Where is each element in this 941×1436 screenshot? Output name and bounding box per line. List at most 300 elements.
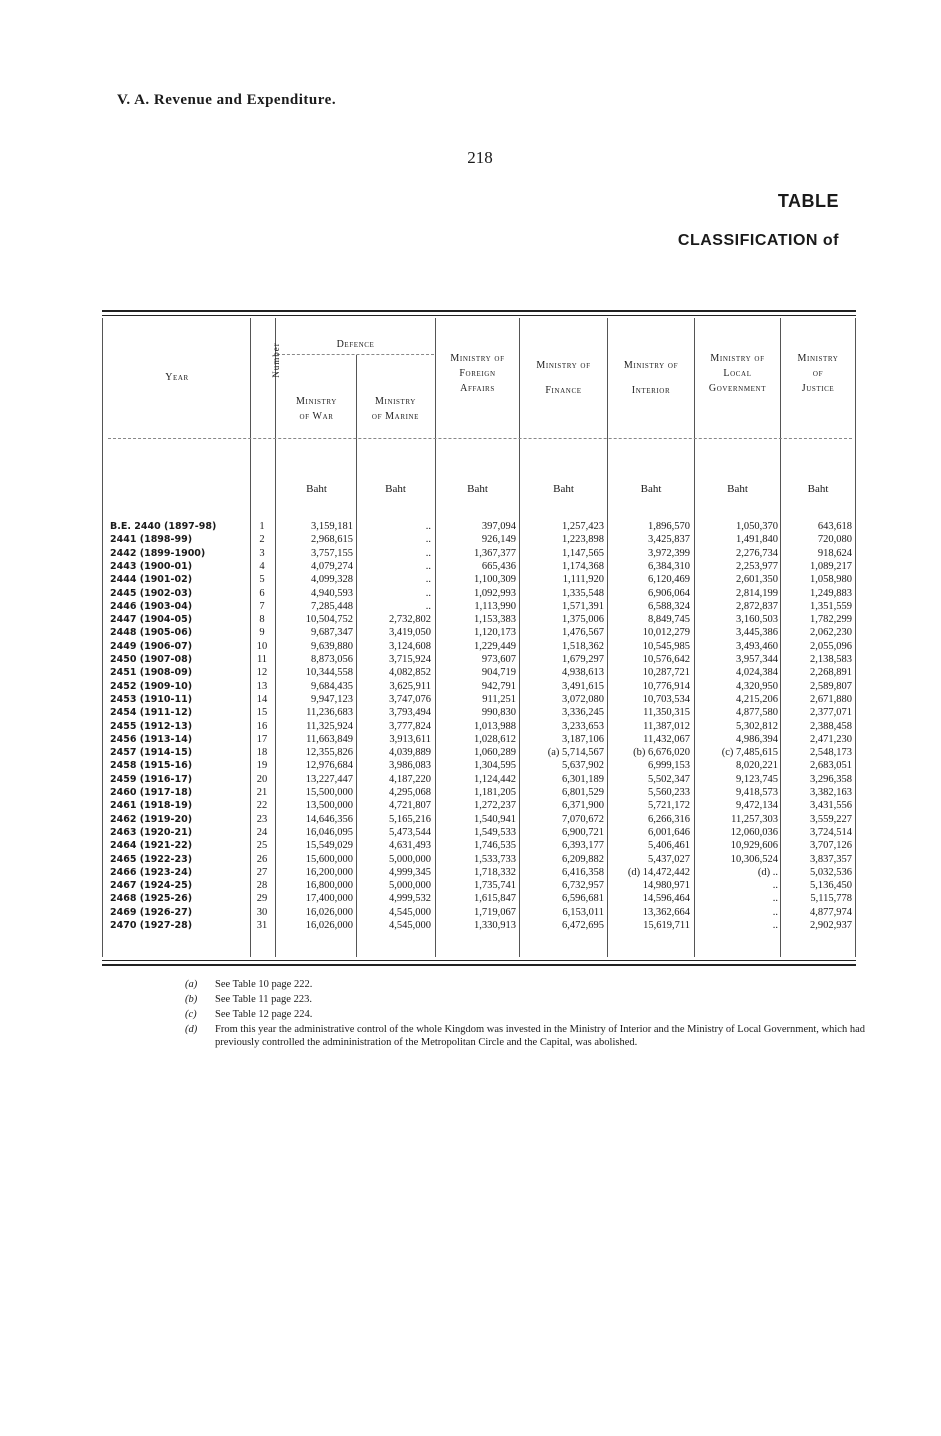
cell-foreign-affairs: 1,735,741 bbox=[474, 880, 516, 892]
cell-marine: 4,187,220 bbox=[389, 773, 431, 785]
cell-war: 16,046,095 bbox=[305, 826, 353, 838]
cell-war: 13,500,000 bbox=[305, 800, 353, 812]
cell-justice: 2,055,096 bbox=[810, 640, 852, 652]
cell-interior: 11,387,012 bbox=[643, 720, 690, 732]
cell-marine: 4,039,889 bbox=[389, 747, 431, 759]
cell-local-government: 4,877,580 bbox=[736, 707, 778, 719]
footnote-mark: (c) bbox=[185, 1009, 197, 1020]
cell-finance: 6,209,882 bbox=[562, 853, 604, 865]
table-row bbox=[0, 600, 941, 613]
cell-finance: 6,301,189 bbox=[562, 773, 604, 785]
cell-interior: (b) 6,676,020 bbox=[633, 747, 690, 759]
footnote-text: See Table 11 page 223. bbox=[215, 994, 312, 1005]
cell-war: 16,800,000 bbox=[305, 880, 353, 892]
cell-local-government: 3,957,344 bbox=[736, 654, 778, 665]
cell-foreign-affairs: 1,153,383 bbox=[474, 614, 516, 626]
cell-war: 15,500,000 bbox=[305, 787, 353, 798]
cell-number: 20 bbox=[256, 773, 268, 785]
cell-interior: 14,596,464 bbox=[642, 893, 690, 905]
cell-marine: 3,419,050 bbox=[389, 627, 431, 639]
cell-number: 14 bbox=[256, 693, 268, 705]
cell-war: 7,285,448 bbox=[311, 600, 353, 612]
cell-finance: 1,223,898 bbox=[562, 534, 604, 546]
cell-interior: 10,776,914 bbox=[642, 680, 690, 692]
cell-number: 22 bbox=[256, 800, 268, 812]
cell-number: 19 bbox=[256, 760, 268, 772]
table-row bbox=[0, 853, 941, 866]
cell-foreign-affairs: 1,719,067 bbox=[474, 906, 516, 918]
cell-foreign-affairs: 665,436 bbox=[481, 560, 516, 572]
table-row bbox=[0, 759, 941, 772]
footnote bbox=[185, 1008, 865, 1021]
table-row bbox=[0, 520, 941, 533]
cell-justice: 2,902,937 bbox=[810, 920, 852, 931]
header-finance-line2: Finance bbox=[545, 385, 582, 396]
cell-year: 2454 (1911-12) bbox=[110, 707, 193, 719]
table-row bbox=[0, 680, 941, 693]
header-foreign-line1: Ministry of bbox=[450, 353, 505, 364]
header-number: Number bbox=[271, 342, 281, 378]
cell-justice: 5,032,536 bbox=[810, 866, 852, 878]
cell-finance: 1,571,391 bbox=[562, 600, 604, 612]
table-row bbox=[0, 626, 941, 639]
cell-number: 12 bbox=[256, 667, 268, 679]
cell-number: 28 bbox=[256, 880, 268, 892]
cell-marine: 4,631,493 bbox=[389, 840, 431, 852]
cell-number: 1 bbox=[259, 521, 265, 532]
cell-interior: 6,001,646 bbox=[648, 826, 690, 838]
cell-interior: 10,545,985 bbox=[642, 640, 690, 652]
cell-year: 2465 (1922-23) bbox=[110, 853, 193, 865]
cell-interior: 10,287,721 bbox=[642, 667, 690, 679]
cell-war: 17,400,000 bbox=[305, 893, 353, 905]
cell-marine: 4,999,345 bbox=[389, 866, 431, 878]
cell-number: 21 bbox=[256, 787, 268, 798]
cell-local-government: 3,493,460 bbox=[736, 640, 778, 652]
header-finance bbox=[520, 358, 607, 398]
cell-year: 2466 (1923-24) bbox=[110, 866, 193, 878]
cell-war: 9,684,435 bbox=[311, 680, 353, 692]
cell-marine: .. bbox=[425, 547, 431, 559]
cell-justice: 2,377,071 bbox=[810, 707, 852, 719]
cell-number: 9 bbox=[259, 627, 265, 639]
footnote-text: From this year the administrative control of the whole Kingdom was invested in the Ministry of Interior and the Ministry of Local Government, which had previously controlled the admininistration of the Metropolitan Circle and the Capital, was abolished. bbox=[215, 1024, 865, 1048]
cell-finance: 1,111,920 bbox=[562, 574, 604, 586]
cell-foreign-affairs: 1,533,733 bbox=[474, 853, 516, 865]
cell-war: 3,757,155 bbox=[311, 547, 353, 559]
cell-year: 2462 (1919-20) bbox=[110, 813, 193, 825]
cell-marine: 5,000,000 bbox=[389, 880, 431, 892]
cell-foreign-affairs: 1,060,289 bbox=[474, 747, 516, 759]
cell-local-government: 2,276,734 bbox=[736, 547, 778, 559]
cell-marine: .. bbox=[425, 600, 431, 612]
cell-number: 27 bbox=[256, 866, 268, 878]
table-bottom-rule-thick bbox=[102, 964, 856, 966]
cell-finance: 6,416,358 bbox=[562, 866, 604, 878]
cell-foreign-affairs: 1,013,988 bbox=[474, 720, 516, 732]
cell-local-government: 8,020,221 bbox=[736, 760, 778, 772]
cell-interior: 5,560,233 bbox=[648, 787, 690, 798]
cell-marine: 5,473,544 bbox=[389, 826, 431, 838]
header-finance-line1: Ministry of bbox=[536, 360, 591, 371]
table-row bbox=[0, 693, 941, 706]
cell-number: 23 bbox=[256, 813, 268, 825]
cell-year: 2468 (1925-26) bbox=[110, 893, 193, 905]
cell-foreign-affairs: 1,100,309 bbox=[474, 574, 516, 586]
cell-interior: 14,980,971 bbox=[642, 880, 690, 892]
cell-foreign-affairs: 1,746,535 bbox=[474, 840, 516, 852]
cell-local-government: 4,215,206 bbox=[736, 693, 778, 705]
cell-local-government: 1,050,370 bbox=[736, 521, 778, 532]
cell-finance: 7,070,672 bbox=[562, 813, 604, 825]
footnote-text: See Table 10 page 222. bbox=[215, 979, 313, 990]
table-row bbox=[0, 919, 941, 932]
cell-interior: 3,425,837 bbox=[648, 534, 690, 546]
cell-war: 2,968,615 bbox=[311, 534, 353, 546]
cell-finance: 1,375,006 bbox=[562, 614, 604, 626]
cell-local-government: 9,472,134 bbox=[736, 800, 778, 812]
cell-number: 10 bbox=[256, 640, 268, 652]
cell-justice: 643,618 bbox=[817, 521, 852, 532]
unit-marine: Baht bbox=[385, 483, 406, 495]
cell-year: 2464 (1921-22) bbox=[110, 840, 193, 852]
cell-interior: 6,120,469 bbox=[648, 574, 690, 586]
cell-number: 30 bbox=[256, 906, 268, 918]
cell-year: 2458 (1915-16) bbox=[110, 760, 193, 772]
cell-year: 2461 (1918-19) bbox=[110, 800, 193, 812]
table-row bbox=[0, 533, 941, 546]
cell-number: 11 bbox=[256, 654, 268, 665]
cell-foreign-affairs: 1,549,533 bbox=[474, 826, 516, 838]
cell-justice: 4,877,974 bbox=[810, 906, 852, 918]
cell-marine: .. bbox=[425, 534, 431, 546]
cell-interior: 1,896,570 bbox=[648, 521, 690, 532]
cell-local-government: 11,257,303 bbox=[731, 813, 778, 825]
cell-justice: 918,624 bbox=[817, 547, 852, 559]
cell-war: 11,325,924 bbox=[306, 720, 353, 732]
cell-interior: 8,849,745 bbox=[648, 614, 690, 626]
cell-local-government: 9,418,573 bbox=[736, 787, 778, 798]
header-local-line2: Local bbox=[723, 368, 752, 379]
cell-number: 16 bbox=[256, 720, 268, 732]
page-number: 218 bbox=[467, 148, 493, 167]
header-justice-line2: of bbox=[812, 368, 824, 379]
cell-foreign-affairs: 904,719 bbox=[481, 667, 516, 679]
cell-marine: 3,913,611 bbox=[389, 733, 431, 745]
header-justice-line1: Ministry bbox=[797, 353, 839, 364]
footnote bbox=[185, 978, 865, 991]
cell-year: 2463 (1920-21) bbox=[110, 826, 193, 838]
cell-local-government: 10,306,524 bbox=[730, 853, 778, 865]
cell-foreign-affairs: 1,272,237 bbox=[474, 800, 516, 812]
header-local-line3: Government bbox=[708, 383, 767, 394]
cell-war: 10,344,558 bbox=[305, 667, 353, 679]
cell-war: 11,236,683 bbox=[306, 707, 353, 719]
cell-finance: 1,679,297 bbox=[562, 654, 604, 665]
header-interior-line1: Ministry of bbox=[623, 360, 679, 371]
cell-interior: 11,432,067 bbox=[643, 733, 690, 745]
cell-war: 3,159,181 bbox=[311, 521, 353, 532]
cell-year: 2455 (1912-13) bbox=[110, 720, 193, 732]
cell-year: 2450 (1907-08) bbox=[110, 654, 193, 665]
header-foreign bbox=[436, 351, 519, 396]
cell-war: 9,687,347 bbox=[311, 627, 353, 639]
cell-justice: 2,138,583 bbox=[810, 654, 852, 665]
cell-war: 16,026,000 bbox=[305, 920, 353, 931]
cell-interior: 5,502,347 bbox=[648, 773, 690, 785]
cell-number: 3 bbox=[259, 547, 265, 559]
table-bottom-rule bbox=[102, 960, 856, 961]
cell-local-government: .. bbox=[772, 880, 778, 892]
cell-finance: 5,637,902 bbox=[562, 760, 604, 772]
unit-local: Baht bbox=[727, 483, 748, 495]
footnote-mark: (a) bbox=[185, 979, 198, 990]
cell-justice: 1,058,980 bbox=[810, 574, 852, 586]
cell-local-government: 4,986,394 bbox=[736, 733, 778, 745]
cell-finance: 1,518,362 bbox=[562, 640, 604, 652]
table-row bbox=[0, 826, 941, 839]
cell-marine: 3,793,494 bbox=[389, 707, 431, 719]
cell-war: 16,200,000 bbox=[305, 866, 353, 878]
cell-year: 2459 (1916-17) bbox=[110, 773, 193, 785]
cell-marine: .. bbox=[425, 587, 431, 599]
cell-local-government: .. bbox=[772, 906, 778, 918]
cell-war: 13,227,447 bbox=[305, 773, 353, 785]
cell-justice: 3,296,358 bbox=[810, 773, 852, 785]
cell-marine: 4,545,000 bbox=[389, 906, 431, 918]
cell-interior: 5,406,461 bbox=[648, 840, 690, 852]
cell-number: 7 bbox=[259, 600, 265, 612]
cell-finance: 3,072,080 bbox=[562, 693, 604, 705]
cell-foreign-affairs: 1,718,332 bbox=[474, 866, 516, 878]
cell-finance: (a) 5,714,567 bbox=[547, 747, 604, 759]
table-row bbox=[0, 666, 941, 679]
table-row bbox=[0, 640, 941, 653]
cell-local-government: 12,060,036 bbox=[730, 826, 778, 838]
cell-marine: 3,747,076 bbox=[389, 693, 431, 705]
header-marine bbox=[356, 394, 435, 424]
cell-justice: 2,388,458 bbox=[810, 720, 852, 732]
cell-foreign-affairs: 1,113,990 bbox=[474, 600, 516, 612]
cell-local-government: 2,253,977 bbox=[736, 560, 778, 572]
cell-war: 8,873,056 bbox=[311, 654, 353, 665]
cell-local-government: 9,123,745 bbox=[736, 773, 778, 785]
footnote-mark: (d) bbox=[185, 1024, 198, 1035]
table-label: TABLE bbox=[777, 191, 839, 211]
cell-foreign-affairs: 926,149 bbox=[481, 534, 516, 546]
cell-marine: 4,295,068 bbox=[389, 787, 431, 798]
cell-foreign-affairs: 1,540,941 bbox=[474, 813, 516, 825]
cell-finance: 3,336,245 bbox=[562, 707, 604, 719]
cell-justice: 5,136,450 bbox=[810, 880, 852, 892]
cell-marine: 5,000,000 bbox=[389, 853, 431, 865]
cell-justice: 1,351,559 bbox=[810, 600, 852, 612]
cell-foreign-affairs: 1,615,847 bbox=[474, 893, 516, 905]
unit-war: Baht bbox=[306, 483, 327, 495]
cell-war: 16,026,000 bbox=[305, 906, 353, 918]
cell-war: 9,947,123 bbox=[311, 693, 353, 705]
cell-finance: 3,187,106 bbox=[562, 733, 604, 745]
cell-justice: 2,471,230 bbox=[810, 733, 852, 745]
cell-foreign-affairs: 1,367,377 bbox=[474, 547, 516, 559]
table-row bbox=[0, 706, 941, 719]
unit-foreign: Baht bbox=[467, 483, 488, 495]
table-row bbox=[0, 653, 941, 666]
cell-finance: 4,938,613 bbox=[562, 667, 604, 679]
cell-marine: 2,732,802 bbox=[389, 614, 431, 626]
cell-local-government: 3,445,386 bbox=[736, 627, 778, 639]
cell-year: 2448 (1905-06) bbox=[110, 627, 193, 639]
cell-year: 2449 (1906-07) bbox=[110, 640, 193, 652]
cell-war: 15,549,029 bbox=[305, 840, 353, 852]
cell-foreign-affairs: 397,094 bbox=[481, 521, 516, 532]
cell-foreign-affairs: 990,830 bbox=[481, 707, 516, 719]
cell-marine: 3,715,924 bbox=[389, 654, 431, 665]
cell-foreign-affairs: 1,120,173 bbox=[474, 627, 516, 639]
cell-war: 12,976,684 bbox=[305, 760, 353, 772]
cell-interior: 6,266,316 bbox=[648, 813, 690, 825]
cell-interior: (d) 14,472,442 bbox=[627, 866, 690, 878]
cell-marine: 4,082,852 bbox=[389, 667, 431, 679]
cell-number: 13 bbox=[256, 680, 268, 692]
table-row bbox=[0, 839, 941, 852]
footnotes bbox=[185, 978, 865, 1051]
cell-finance: 3,233,653 bbox=[562, 720, 604, 732]
cell-justice: 2,548,173 bbox=[810, 747, 852, 759]
cell-interior: 6,588,324 bbox=[648, 600, 690, 612]
header-foreign-line3: Affairs bbox=[460, 383, 495, 394]
table-row bbox=[0, 813, 941, 826]
cell-number: 29 bbox=[256, 893, 268, 905]
cell-justice: 1,089,217 bbox=[810, 560, 852, 572]
cell-foreign-affairs: 1,028,612 bbox=[474, 733, 516, 745]
classification-label: CLASSIFICATION of bbox=[677, 232, 839, 249]
cell-year: 2442 (1899-1900) bbox=[110, 547, 206, 559]
cell-finance: 6,732,957 bbox=[562, 880, 604, 892]
cell-interior: 10,012,279 bbox=[642, 627, 690, 639]
cell-interior: 5,721,172 bbox=[648, 800, 690, 812]
table-row bbox=[0, 587, 941, 600]
cell-foreign-affairs: 1,330,913 bbox=[474, 920, 516, 931]
cell-marine: 3,124,608 bbox=[389, 640, 431, 652]
cell-year: 2456 (1913-14) bbox=[110, 733, 193, 745]
cell-local-government: 3,160,503 bbox=[736, 614, 778, 626]
cell-justice: 2,268,891 bbox=[810, 667, 852, 679]
cell-foreign-affairs: 1,304,595 bbox=[474, 760, 516, 772]
cell-interior: 5,437,027 bbox=[648, 853, 690, 865]
cell-war: 9,639,880 bbox=[311, 640, 353, 652]
cell-local-government: 4,320,950 bbox=[736, 680, 778, 692]
cell-interior: 10,703,534 bbox=[642, 693, 690, 705]
cell-finance: 6,371,900 bbox=[562, 800, 604, 812]
header-war-line1: Ministry bbox=[296, 396, 337, 407]
table-row bbox=[0, 906, 941, 919]
cell-year: 2457 (1914-15) bbox=[110, 747, 193, 759]
cell-interior: 6,999,153 bbox=[648, 760, 690, 772]
table-row bbox=[0, 733, 941, 746]
table-row bbox=[0, 879, 941, 892]
cell-finance: 1,476,567 bbox=[562, 627, 604, 639]
table-row bbox=[0, 892, 941, 905]
cell-war: 4,940,593 bbox=[311, 587, 353, 599]
cell-foreign-affairs: 973,607 bbox=[481, 654, 516, 665]
table-row bbox=[0, 573, 941, 586]
section-title: V. A. Revenue and Expenditure. bbox=[117, 92, 337, 108]
cell-interior: 11,350,315 bbox=[643, 707, 690, 719]
header-justice bbox=[781, 351, 855, 396]
cell-year: 2444 (1901-02) bbox=[110, 574, 193, 586]
cell-finance: 3,491,615 bbox=[562, 680, 604, 692]
cell-war: 15,600,000 bbox=[305, 853, 353, 865]
cell-number: 6 bbox=[259, 587, 265, 599]
cell-justice: 3,382,163 bbox=[810, 787, 852, 798]
cell-year: 2452 (1909-10) bbox=[110, 680, 193, 692]
cell-finance: 6,393,177 bbox=[562, 840, 604, 852]
cell-justice: 720,080 bbox=[817, 534, 852, 546]
unit-justice: Baht bbox=[807, 483, 829, 495]
cell-justice: 2,589,807 bbox=[810, 680, 852, 692]
cell-number: 31 bbox=[256, 920, 268, 931]
header-defence: Defence bbox=[336, 339, 375, 350]
cell-year: B.E. 2440 (1897-98) bbox=[110, 521, 217, 532]
cell-year: 2441 (1898-99) bbox=[110, 534, 193, 546]
unit-interior: Baht bbox=[640, 483, 662, 495]
cell-interior: 6,384,310 bbox=[648, 560, 690, 572]
cell-marine: 3,986,083 bbox=[389, 760, 431, 772]
cell-justice: 2,683,051 bbox=[810, 760, 852, 772]
cell-interior: 10,576,642 bbox=[642, 654, 690, 665]
cell-war: 4,079,274 bbox=[311, 560, 353, 572]
cell-justice: 5,115,778 bbox=[810, 893, 852, 905]
header-war-line2: of War bbox=[299, 411, 334, 422]
cell-marine: 4,999,532 bbox=[389, 893, 431, 905]
cell-marine: .. bbox=[425, 521, 431, 532]
header-marine-line1: Ministry bbox=[375, 396, 416, 407]
table-row bbox=[0, 547, 941, 560]
cell-war: 14,646,356 bbox=[305, 813, 353, 825]
cell-local-government: 10,929,606 bbox=[730, 840, 778, 852]
header-justice-line3: Justice bbox=[801, 383, 835, 394]
header-marine-line2: of Marine bbox=[371, 411, 420, 422]
cell-marine: 4,545,000 bbox=[389, 920, 431, 931]
cell-year: 2447 (1904-05) bbox=[110, 614, 193, 626]
table-row bbox=[0, 786, 941, 799]
cell-foreign-affairs: 1,229,449 bbox=[474, 640, 516, 652]
table-top-rule bbox=[102, 310, 856, 312]
cell-year: 2460 (1917-18) bbox=[110, 787, 193, 798]
cell-interior: 3,972,399 bbox=[648, 547, 690, 559]
cell-interior: 6,906,064 bbox=[648, 587, 690, 599]
table-row bbox=[0, 866, 941, 879]
footnote-mark: (b) bbox=[185, 994, 198, 1005]
cell-year: 2451 (1908-09) bbox=[110, 667, 193, 679]
cell-finance: 6,596,681 bbox=[562, 893, 604, 905]
cell-number: 24 bbox=[256, 826, 268, 838]
footnote bbox=[185, 993, 865, 1006]
cell-war: 11,663,849 bbox=[306, 733, 353, 745]
cell-marine: 4,721,807 bbox=[389, 800, 431, 812]
cell-year: 2470 (1927-28) bbox=[110, 920, 193, 931]
cell-number: 8 bbox=[259, 614, 265, 626]
cell-foreign-affairs: 1,092,993 bbox=[474, 587, 516, 599]
cell-number: 4 bbox=[259, 560, 265, 572]
cell-marine: 3,625,911 bbox=[389, 680, 431, 692]
cell-foreign-affairs: 1,124,442 bbox=[474, 773, 516, 785]
cell-foreign-affairs: 942,791 bbox=[481, 680, 516, 692]
cell-foreign-affairs: 1,181,205 bbox=[474, 787, 516, 798]
cell-local-government: .. bbox=[772, 893, 778, 905]
cell-finance: 1,174,368 bbox=[562, 560, 604, 572]
